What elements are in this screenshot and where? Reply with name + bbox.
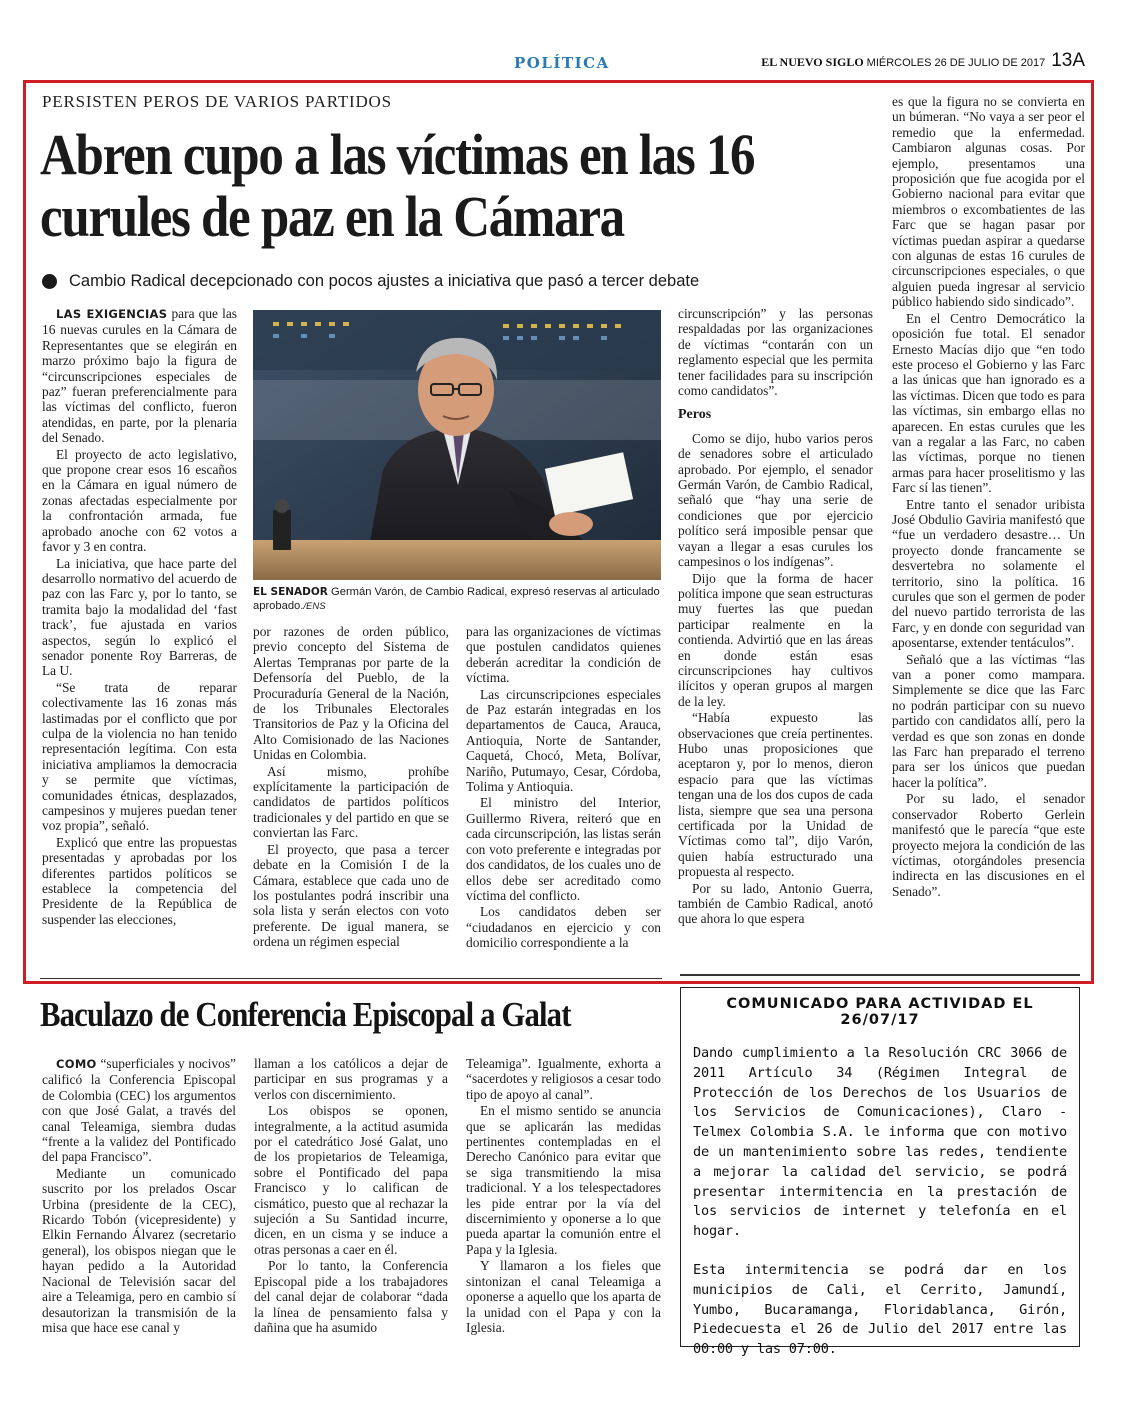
lead-word: COMO: [56, 1057, 97, 1071]
main-column-2: [253, 624, 449, 962]
story-divider: [40, 978, 662, 979]
paragraph: para las organizaciones de víctimas que postulen candidatos quienes deberán acreditar la condición de víctima.: [466, 624, 661, 686]
lead-word: LAS EXIGENCIAS: [56, 307, 168, 321]
paragraph: Dijo que la forma de hacer política impone que sean estructuras muy fuertes las que puedan participar realmente en la contienda. Advirtió que en las áreas en donde están esas circunscripciones hay cultivos ilícitos y operan grupos al margen de la ley.: [678, 570, 873, 709]
paragraph: Los candidatos deben ser “ciudadanos en ejercicio y con domicilio correspondiente a la: [466, 904, 661, 951]
paragraph: En el mismo sentido se anuncia que se aplicarán las medidas pertinentes contempladas en el Derecho Canónico para evitar que se siga transmitiendo la misa tradicional. Y a los telespectadores les pide entrar por la vía del discernimiento y oponerse a lo que pueda apartar la comunión entre el Papa y la Iglesia.: [466, 1103, 661, 1257]
bullet-icon: [42, 274, 57, 289]
section-heading: Peros: [678, 407, 712, 423]
paragraph: “Había expuesto las observaciones que creía pertinentes. Hubo unas proposiciones que aceptaron y, por lo menos, dieron espacio para que las víctimas tengan una de los dos cupos de cada lista, siempre que sea una persona certificada por la Unidad de Víctimas como tal”, dijo Varón, quien había estructurado una propuesta al respecto.: [678, 710, 873, 880]
second-story-headline: Baculazo de Conferencia Episcopal a Galat: [40, 995, 571, 1034]
paragraph: El proyecto, que pasa a tercer debate en la Comisión I de la Cámara, establece que cada uno de los postulantes podrá inscribir una sola lista y serán electos con voto preferente. De igual manera, se ordena un régimen especial: [253, 841, 449, 950]
notice-box: [680, 987, 1080, 1358]
paragraph: es que la figura no se convierta en un búmeran. “No vaya a ser peor el remedio que la enfermedad. Cambiaron algunas cosas. Por ejemplo, presentamos una proposición que fue acogida por el Gobierno nacional para evitar que miembros o excombatientes de las Farc que se hagan pasar por víctimas puedan aspirar a quedarse con algunas de estas 16 curules de circunscripciones especiales, o que alguien pueda ingresar al servicio público habiendo sido sindicado”.: [892, 94, 1085, 310]
story-kicker: PERSISTEN PEROS DE VARIOS PARTIDOS: [42, 92, 392, 111]
main-column-3: [466, 624, 661, 962]
main-column-5: [892, 94, 1085, 962]
paragraph: para que las 16 nuevas curules en la Cámara de Representantes que se elegirán en marzo próximo bajo la figura de “circunscripciones especiales de paz” fueran preferencialmente para las víctimas del conflicto, fueron atendidas, en parte, por la plenaria del Senado.: [42, 306, 237, 446]
subhead-text: Cambio Radical decepcionado con pocos ajustes a iniciativa que pasó a tercer debate: [69, 272, 700, 290]
paragraph: “Se trata de reparar colectivamente las 16 zonas más lastimadas por el conflicto que por culpa de la violencia no han tenido representación legítima. Con esta iniciativa ampliamos la democracia y se permite que víctimas, comunidades étnicas, desplazados, campesinos y mujeres puedan tener voz propia”, señaló.: [42, 679, 237, 834]
paragraph: “superficiales y nocivos” calificó la Conferencia Episcopal de Colombia (CEC) los argumentos con que José Galat, a través del canal Teleamiga, siembra dudas “frente a la validez del Pontificado del papa Francisco”.: [42, 1056, 236, 1165]
paragraph: Por su lado, Antonio Guerra, también de Cambio Radical, anotó que ahora lo que espera: [678, 880, 873, 927]
caption-text: Germán Varón, de Cambio Radical, expresó reservas al articulado aprobado.: [253, 586, 660, 612]
paragraph: En el Centro Democrático la oposición fue total. El senador Ernesto Macías dijo que “en todo este proceso el Gobierno y las Farc a las únicas que han ignorado es a las víctimas. Dicen que todo es para las víctimas, sin embargo ellas no aparecen. En estas curules que les van a regalar a las Farc, no caben las víctimas, porque no tienen armas para hacer proselitismo y las Farc sí las tienen”.: [892, 310, 1085, 496]
paragraph: La iniciativa, que hace parte del desarrollo normativo del acuerdo de paz con las Farc y, por lo tanto, se tramita bajo la modalidad del ‘fast track’, fue ajustada en varios aspectos, según lo explicó el senador ponente Roy Barreras, de La U.: [42, 555, 237, 679]
notice-title: COMUNICADO PARA ACTIVIDAD EL 26/07/17: [726, 996, 1034, 1028]
paragraph: circunscripción” y las personas respaldadas por las organizaciones de víctimas “contarán con un reglamento especial que les permita tener facilidades para su inscripción como candidatos”.: [678, 306, 873, 399]
paragraph: Mediante un comunicado suscrito por los prelados Oscar Urbina (presidente de la CEC), Ricardo Tobón (vicepresidente) y Elkin Fernando Álvarez (secretario general), los obispos niegan que le hayan pedido a la Autoridad Nacional de Televisión sacar del aire a Teleamiga, pero en cambio sí desautorizan la transmisión de la misa que hace ese canal y: [42, 1165, 236, 1335]
paragraph: Y llamaron a los fieles que sintonizan el canal Teleamiga a oponerse a aquello que los aparta de la unidad con el Papa y con la Iglesia.: [466, 1258, 661, 1335]
senator-photo: [253, 310, 661, 580]
paragraph: Así mismo, prohíbe explícitamente la participación de candidatos de partidos políticos tradicionales y del partido en que se conviertan las Farc.: [253, 763, 449, 841]
second-column-1: [42, 1056, 236, 1346]
running-head: [40, 50, 1085, 78]
senator-photo-illustration: [253, 310, 661, 580]
second-column-3: [466, 1056, 661, 1346]
paragraph: Como se dijo, hubo varios peros de senadores sobre el articulado aprobado. Por ejemplo, el senador Germán Varón, de Cambio Radical, señaló que “hay una serie de condiciones que por ejercicio político será imposible pensar que vayan a llegar a esas curules los campesinos o los indígenas”.: [678, 430, 873, 570]
paragraph: Señaló que a las víctimas “las van a poner como mampara. Simplemente se dice que las Farc no podrán participar con su nuevo partido con candidatos allí, pero la verdad es que son zonas en donde las Farc han preparado el terreno para ser los únicos que puedan hacer la política”.: [892, 651, 1085, 790]
section-label: POLÍTICA: [514, 54, 610, 72]
photo-credit: /ENS: [303, 601, 326, 612]
paper-name: EL NUEVO SIGLO: [761, 55, 864, 69]
paragraph: Teleamiga”. Igualmente, exhorta a “sacerdotes y religiosos a cesar todo tipo de apoyo al canal”.: [466, 1056, 661, 1102]
paragraph: por razones de orden público, previo concepto del Sistema de Alertas Tempranas por parte de la Defensoría del Pueblo, de la Procuraduría General de la Nación, de los Tribunales Electorales Transitorios de Paz y la Oficina del Alto Comisionado de las Naciones Unidas en Colombia.: [253, 624, 449, 763]
paragraph: Por su lado, el senador conservador Roberto Gerlein manifestó que le parecía “que este proyecto mejora la condición de las víctimas, otorgándoles presencia indirecta en las discusiones en el Senado”.: [892, 791, 1085, 899]
issue-date: MIÉRCOLES 26 DE JULIO DE 2017: [866, 57, 1046, 69]
paragraph: El proyecto de acto legislativo, que propone crear esos 16 escaños en la Cámara en igual número de zonas afectadas especialmente por la confrontación armada, fue aprobado anoche con 62 votos a favor y 3 en contra.: [42, 446, 237, 555]
paragraph: llaman a los católicos a dejar de participar en sus programas y a verlos con discernimiento.: [254, 1056, 448, 1102]
paragraph: El ministro del Interior, Guillermo Rivera, reiteró que en cada circunscripción, las listas serán con voto preferente e integradas por dos candidatos, de los cuales uno de ellos debe ser acreditado como víctima del conflicto.: [466, 795, 661, 903]
masthead-info: [761, 50, 1085, 72]
paragraph: Por lo tanto, la Conferencia Episcopal pide a los trabajadores del canal dejar de colaborar “dada la línea de pensamiento falsa y dañina que ha asumido: [254, 1258, 448, 1335]
main-column-4: [678, 306, 873, 962]
main-column-1: [42, 306, 237, 962]
paragraph: Explicó que entre las propuestas presentadas y aprobadas por los diferentes partidos políticos se establece la competencia del Presidente de la República de suspender las elecciones,: [42, 834, 237, 927]
caption-lead: EL SENADOR: [253, 586, 328, 598]
paragraph: Las circunscripciones especiales de Paz estarán integradas en los departamentos de Cauca, Arauca, Antioquia, Norte de Santander, Caquetá, Chocó, Meta, Bolívar, Nariño, Putumayo, Cesar, Córdoba, Tolima y Antioquia.: [466, 686, 661, 795]
photo-caption: [253, 585, 661, 614]
story-divider: [680, 974, 1080, 976]
story-subhead: [42, 272, 862, 291]
notice-paragraph: Esta intermitencia se podrá dar en los municipios de Cali, el Cerrito, Jamundí, Yumbo, Bucaramanga, Floridablanca, Girón, Piedecuesta el 26 de Julio del 2017 entre las 00:00 y las 07:00.: [693, 1261, 1067, 1358]
paragraph: Entre tanto el senador uribista José Obdulio Gaviria manifestó que “fue un verdadero desastre… Un proyecto donde francamente se desvertebra no solamente el territorio, sino la política. 16 curules que son el germen de poder del nuevo partido terrorista de las Farc, y en donde con seguridad van aposentarse, extender tentáculos”.: [892, 496, 1085, 651]
notice-paragraph: Dando cumplimiento a la Resolución CRC 3066 de 2011 Artículo 34 (Régimen Integral de Protección de los Derechos de los Usuarios de los Servicios de Comunicaciones), Claro - Telmex Colombia S.A. le informa que con motivo de un mantenimiento sobre las redes, tendiente a mejorar la calidad del servicio, se podrá presentar intermitencia en la prestación de los servicios de internet y telefonía en el hogar.: [693, 1045, 1067, 1240]
paragraph: Los obispos se oponen, integralmente, a la actitud asumida por el catedrático José Galat, uno de los propietarios de Teleamiga, sobre el Pontificado del papa Francisco y lo califican de cismático, puesto que al rechazar la sujeción a Su Santidad incurre, dicen, en un cisma y se induce a otras personas a caer en él.: [254, 1103, 448, 1257]
second-column-2: [254, 1056, 448, 1346]
story-headline: Abren cupo a las víctimas en las 16 curules de paz en la Cámara: [40, 122, 755, 249]
page-number: 13A: [1051, 50, 1085, 71]
notice-body: [693, 1044, 1067, 1360]
